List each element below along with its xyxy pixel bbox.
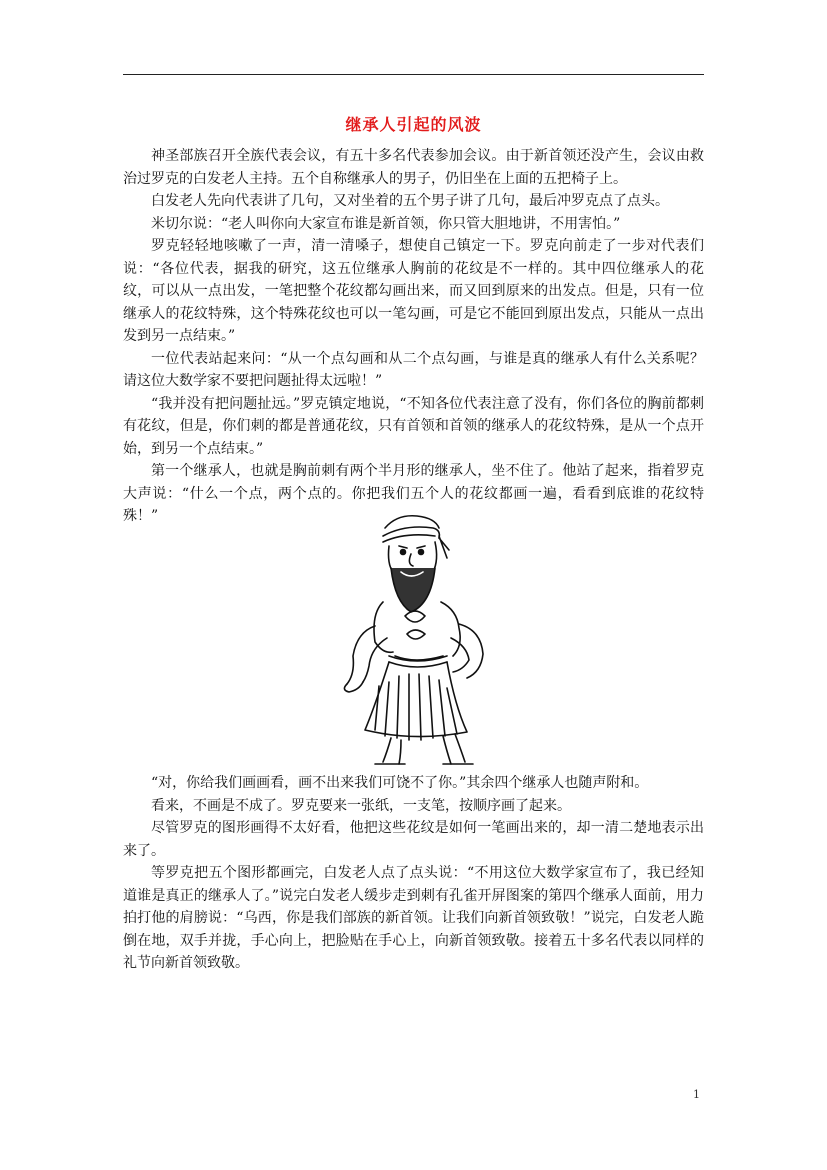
- header-rule: [123, 74, 704, 75]
- paragraph: 尽管罗克的图形画得不太好看，他把这些花纹是如何一笔画出来的，却一清二楚地表示出来了。: [123, 820, 704, 859]
- article-title: 继承人引起的风波: [345, 115, 482, 134]
- tribal-warrior-illustration: [335, 506, 495, 768]
- paragraph: “我并没有把问题扯远。”罗克镇定地说，“不知各位代表注意了没有，你们各位的胸前都刺有花纹，但是，你们刺的都是普通花纹，只有首领和首领的继承人的花纹特殊，是从一个点开始，到另一个点结束。”: [123, 395, 704, 457]
- paragraph: 等罗克把五个图形都画完，白发老人点了点头说：“不用这位大数学家宣布了，我已经知道谁是真正的继承人了。”说完白发老人缓步走到刺有孔雀开屏图案的第四个继承人面前，用力拍打他的肩膀说：“乌西，你是我们部族的新首领。让我们向新首领致敬！”说完，白发老人跪倒在地，双手并拢，手心向上，把脸贴在手心上，向新首领致敬。接着五十多名代表以同样的礼节向新首领致敬。: [123, 865, 704, 971]
- body-text-top: [123, 145, 704, 528]
- page-number: 1: [693, 1088, 700, 1101]
- paragraph: 一位代表站起来问：“从一个点勾画和从二个点勾画，与谁是真的继承人有什么关系呢？请这位大数学家不要把问题扯得太远啦！”: [123, 350, 704, 389]
- paragraph: 白发老人先向代表讲了几句，又对坐着的五个男子讲了几句，最后冲罗克点了点头。: [151, 193, 669, 209]
- paragraph: 罗克轻轻地咳嗽了一声，清一清嗓子，想使自己镇定一下。罗克向前走了一步对代表们说：“各位代表，据我的研究，这五位继承人胸前的花纹是不一样的。其中四位继承人的花纹，可以从一点出发，一笔把整个花纹都勾画出来，而又回到原来的出发点。但是，只有一位继承人的花纹特殊，这个特殊花纹也可以一笔勾画，可是它不能回到原出发点，只能从一点出发到另一点结束。”: [123, 238, 704, 344]
- paragraph: 神圣部族召开全族代表会议，有五十多名代表参加会议。由于新首领还没产生，会议由救治过罗克的白发老人主持。五个自称继承人的男子，仍旧坐在上面的五把椅子上。: [123, 148, 704, 187]
- paragraph: 米切尔说：“老人叫你向大家宣布谁是新首领，你只管大胆地讲，不用害怕。”: [151, 215, 621, 232]
- paragraph: “对，你给我们画画看，画不出来我们可饶不了你。”其余四个继承人也随声附和。: [151, 775, 649, 791]
- paragraph: 看来，不画是不成了。罗克要来一张纸，一支笔，按顺序画了起来。: [151, 797, 571, 814]
- body-text-bottom: [123, 772, 704, 975]
- paragraph: 第一个继承人，也就是胸前刺有两个半月形的继承人，坐不住了。他站了起来，指着罗克大声说：“什么一个点，两个点的。你把我们五个人的花纹都画一遍，看看到底谁的花纹特殊！”: [123, 463, 704, 524]
